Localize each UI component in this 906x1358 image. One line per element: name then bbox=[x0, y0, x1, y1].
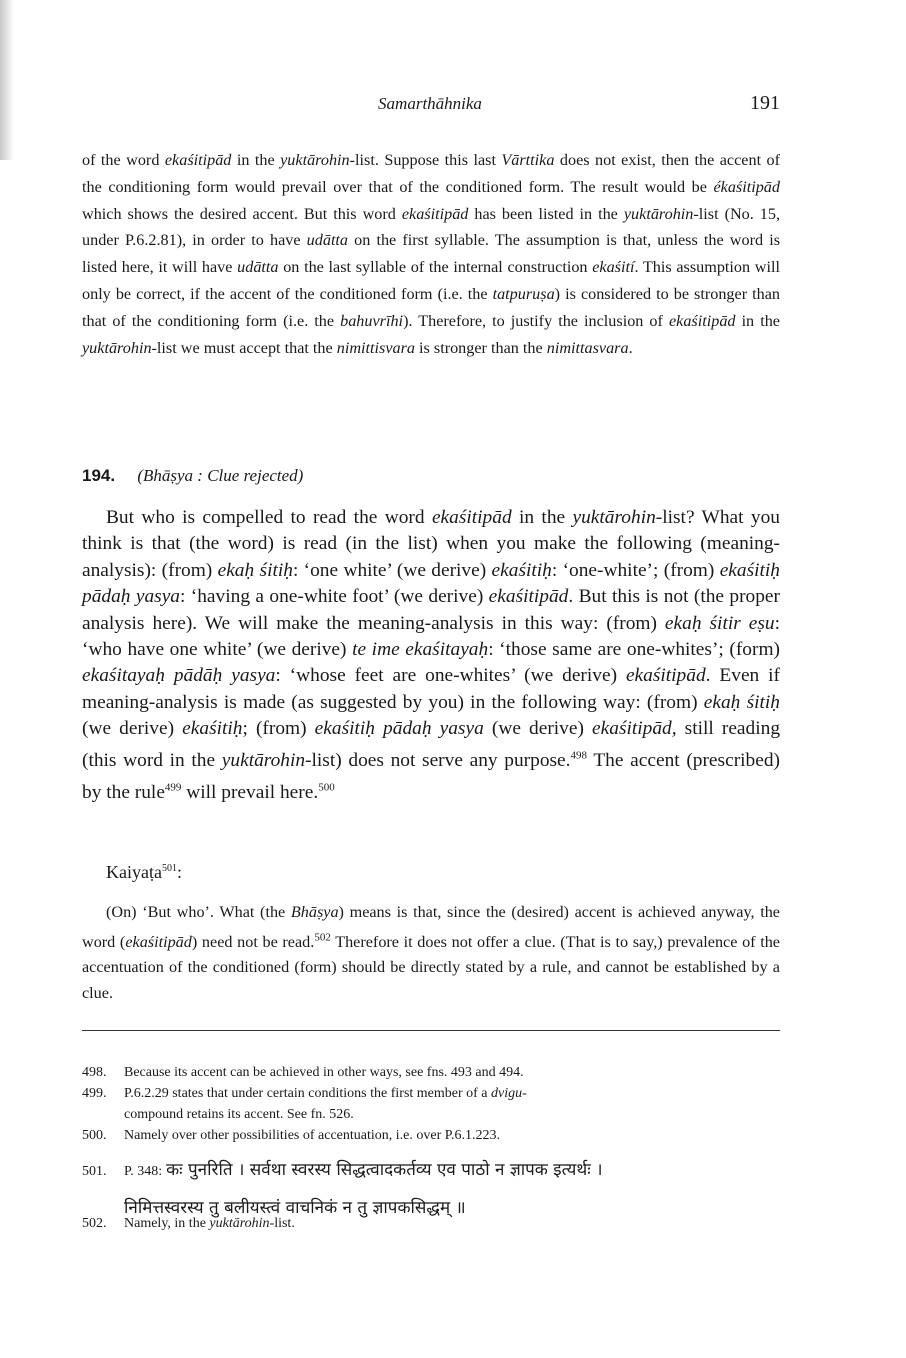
text-run: : ‘having a one-white foot’ (we derive) bbox=[180, 586, 489, 608]
italic-term: ekaśití bbox=[592, 258, 635, 277]
paragraph-2-text bbox=[82, 507, 780, 803]
text-run: ) means is that, since the (desired) accent is achieved anyway, the word ( bbox=[82, 903, 780, 951]
text-run: in the bbox=[511, 507, 573, 528]
footnote-498 bbox=[82, 1063, 780, 1084]
footnote-ref: 502 bbox=[314, 931, 331, 944]
text-run: of the word bbox=[82, 151, 165, 169]
section-description: (Bhāṣya : Clue rejected) bbox=[137, 466, 304, 485]
text-run: -list) does not serve any purpose. bbox=[305, 750, 571, 772]
running-title: Samarthāhnika bbox=[378, 94, 482, 113]
italic-term: bahuvrīhi bbox=[340, 311, 404, 330]
text-run: The accent (prescribed) by the rule bbox=[82, 750, 780, 803]
footnote-italic-term: yuktārohin bbox=[209, 1216, 270, 1231]
footnote-italic-term: dvigu- bbox=[491, 1086, 527, 1101]
footnote-label: 498. bbox=[82, 1065, 107, 1080]
footnote-reference: P. 348: bbox=[124, 1164, 163, 1179]
text-run: (we derive) bbox=[483, 718, 593, 740]
italic-term: ekaśitipād bbox=[164, 151, 232, 169]
italic-term: ekaḥ śitir eṣu bbox=[664, 612, 775, 634]
italic-term: Bhāṣya bbox=[290, 903, 339, 921]
italic-term: ekaśitiḥ pādaḥ yasya bbox=[82, 559, 780, 608]
italic-term: ekaḥ śitiḥ bbox=[703, 691, 780, 713]
italic-term: ekaśitayaḥ pādāḥ yasya bbox=[82, 665, 276, 687]
italic-term: ekaśitiḥ bbox=[182, 718, 243, 740]
text-run: Therefore it does not offer a clue. (That is to say,) prevalence of the accentuation of the conditioned (form) should be directly stated by a rule, and cannot be established by a clue. bbox=[82, 932, 780, 1002]
italic-term: tatpuruṣa bbox=[492, 284, 555, 303]
italic-term: ekaśitipād bbox=[401, 204, 469, 223]
footnote-ref: 498 bbox=[570, 749, 588, 762]
text-run: (On) ‘But who’. What (the bbox=[106, 903, 291, 921]
italic-term: Vārttika bbox=[501, 151, 555, 169]
footnote-label: 500. bbox=[82, 1128, 107, 1143]
italic-term: nimittisvara bbox=[336, 338, 415, 357]
text-run: : ‘who have one white’ (we derive) bbox=[82, 612, 780, 661]
text-run: which shows the desired accent. But this word bbox=[82, 204, 402, 223]
text-run: . Even if meaning-analysis is made (as suggested by you) in the following way: (from) bbox=[82, 665, 780, 713]
footnote-text-end: -list. bbox=[269, 1216, 295, 1231]
sanskrit-line-2: निमित्तस्वरस्य तु बलीयस्त्वं वाचनिकं न तु ज्ञापकसिद्धम् ॥ bbox=[124, 1198, 466, 1218]
running-header bbox=[80, 94, 780, 120]
italic-term: ekaśitipād bbox=[488, 586, 569, 608]
text-run: . bbox=[628, 338, 633, 357]
kaiyata-label: Kaiyaṭa bbox=[106, 862, 162, 882]
text-run: -list we must accept that the bbox=[151, 338, 337, 357]
text-run: is stronger than the bbox=[415, 338, 547, 357]
paragraph-2 bbox=[82, 505, 780, 806]
text-run: in the bbox=[231, 151, 281, 169]
kaiyata-footnote-mark: 501 bbox=[161, 863, 177, 874]
footnote-divider bbox=[82, 1030, 780, 1031]
italic-term: yuktārohin bbox=[82, 338, 152, 357]
italic-term: ekaśitipād bbox=[125, 932, 192, 951]
italic-term: ekaḥ śitiḥ bbox=[217, 559, 293, 581]
text-run: -list. Suppose this last bbox=[349, 151, 502, 169]
footnote-text: Namely, in the bbox=[124, 1216, 210, 1231]
footnote-text: Namely over other possibilities of accentuation, i.e. over P.6.1.223. bbox=[124, 1128, 500, 1143]
italic-term: yuktārohin bbox=[623, 204, 694, 223]
footnote-continuation: compound retains its accent. See fn. 526. bbox=[124, 1106, 354, 1122]
page-number: 191 bbox=[750, 92, 780, 114]
paragraph-3-text bbox=[82, 903, 780, 1002]
kaiyata-colon: : bbox=[176, 862, 182, 882]
section-number: 194. bbox=[82, 466, 116, 485]
sanskrit-line-1: कः पुनरिति । सर्वथा स्वरस्य सिद्धत्वादकर्तव्य एव पाठो न ज्ञापक इत्यर्थः । bbox=[166, 1160, 603, 1180]
text-run: : ‘one-white’; (from) bbox=[551, 559, 720, 581]
footnote-ref: 500 bbox=[318, 781, 335, 794]
italic-term: ékaśitipād bbox=[713, 177, 780, 196]
italic-term: te ime ekaśitayaḥ bbox=[352, 639, 489, 661]
text-run: -list (No. 15, under P.6.2.81), in order to have bbox=[82, 204, 781, 250]
text-run: on the last syllable of the internal construction bbox=[278, 258, 593, 277]
italic-term: ekaśitiḥ pādaḥ yasya bbox=[314, 718, 484, 740]
text-run: ) need not be read. bbox=[191, 932, 315, 951]
italic-term: udātta bbox=[237, 258, 279, 277]
italic-term: ekaśitipād, bbox=[592, 718, 677, 740]
text-run: : ‘one white’ (we derive) bbox=[292, 559, 492, 581]
text-run: does not exist, then the accent of the conditioning form would prevail over that of the conditioned form. The result would be bbox=[82, 151, 780, 196]
italic-term: udātta bbox=[306, 231, 349, 250]
italic-term: yuktārohin bbox=[280, 151, 350, 169]
paragraph-3 bbox=[82, 900, 780, 1006]
paragraph-1 bbox=[82, 147, 780, 361]
text-run: (we derive) bbox=[82, 718, 183, 740]
footnote-label: 502. bbox=[82, 1216, 107, 1231]
italic-term: ekaśitipād bbox=[668, 311, 736, 330]
text-run: on the first syllable. The assumption is that, unless the word is listed here, it will have bbox=[82, 231, 780, 277]
section-heading bbox=[82, 466, 303, 486]
footnote-label: 501. bbox=[82, 1164, 107, 1179]
text-run: ). Therefore, to justify the inclusion of bbox=[403, 311, 669, 330]
italic-term: ekaśitiḥ bbox=[491, 559, 552, 581]
italic-term: ekaśitipād bbox=[625, 665, 706, 687]
text-run: in the bbox=[735, 311, 780, 330]
text-run: ) is considered to be stronger than that of the conditioning form (i.e. the bbox=[82, 284, 780, 330]
text-run: will prevail here. bbox=[181, 782, 319, 803]
text-run: . But this is not (the proper analysis here). We will make the meaning-analysis in this way: (from) bbox=[82, 586, 780, 634]
text-run: ; (from) bbox=[242, 718, 315, 740]
footnote-text: P.6.2.29 states that under certain conditions the first member of a bbox=[124, 1086, 492, 1101]
footnote-502 bbox=[82, 1214, 780, 1235]
footnote-499 bbox=[82, 1084, 780, 1125]
italic-term: yuktārohin bbox=[572, 507, 656, 528]
footnote-text: Because its accent can be achieved in other ways, see fns. 493 and 494. bbox=[124, 1065, 524, 1080]
footnote-ref: 499 bbox=[164, 781, 182, 794]
scan-edge-shadow bbox=[0, 0, 14, 160]
text-run: -list? What you think is that (the word) is read (in the list) when you make the following (meaning-analysis): (from) bbox=[82, 507, 780, 581]
italic-term: yuktārohin bbox=[221, 750, 306, 772]
footnote-label: 499. bbox=[82, 1086, 107, 1101]
italic-term: nimittasvara bbox=[546, 338, 629, 357]
italic-term: ekaśitipād bbox=[431, 507, 512, 528]
kaiyata-heading bbox=[106, 862, 182, 883]
text-run: But who is compelled to read the word bbox=[106, 507, 432, 528]
text-run: : ‘those same are one-whites’; (form) bbox=[488, 639, 780, 661]
text-run: still reading (this word in the bbox=[82, 718, 781, 772]
text-run: : ‘whose feet are one-whites’ (we derive) bbox=[275, 665, 626, 687]
text-run: . This assumption will only be correct, if the accent of the conditioned form (i.e. the bbox=[82, 258, 780, 303]
text-run: has been listed in the bbox=[468, 204, 624, 223]
footnote-500 bbox=[82, 1126, 780, 1147]
